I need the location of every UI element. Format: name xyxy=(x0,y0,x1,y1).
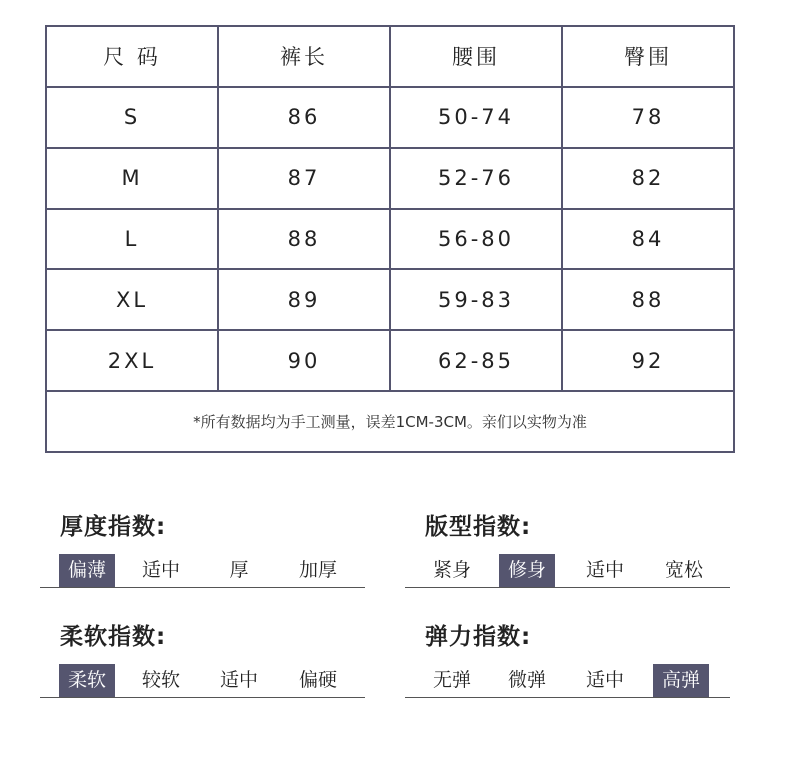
index-options xyxy=(40,664,365,698)
index-option: 适中 xyxy=(585,669,624,691)
table-row xyxy=(46,209,734,270)
table-row xyxy=(46,148,734,209)
index-option-selected: 柔软 xyxy=(59,664,115,697)
index-option: 适中 xyxy=(141,559,180,581)
index-option: 加厚 xyxy=(298,559,337,581)
index-options xyxy=(405,554,730,588)
cell-length: 90 xyxy=(218,330,390,391)
cell-hip: 82 xyxy=(562,148,734,209)
cell-size: 2XL xyxy=(46,330,218,391)
header-length: 裤长 xyxy=(218,26,390,87)
cell-length: 87 xyxy=(218,148,390,209)
index-title: 弹力指数: xyxy=(425,624,532,650)
cell-length: 86 xyxy=(218,87,390,148)
index-option-selected: 高弹 xyxy=(653,664,709,697)
index-title: 厚度指数: xyxy=(60,514,167,540)
cell-hip: 78 xyxy=(562,87,734,148)
softness-index xyxy=(40,622,365,698)
cell-hip: 84 xyxy=(562,209,734,270)
cell-size: M xyxy=(46,148,218,209)
cell-waist: 62-85 xyxy=(390,330,562,391)
cell-length: 89 xyxy=(218,269,390,330)
index-option: 紧身 xyxy=(432,559,471,581)
header-waist: 腰围 xyxy=(390,26,562,87)
index-option-selected: 修身 xyxy=(499,554,555,587)
table-row xyxy=(46,269,734,330)
index-option: 适中 xyxy=(585,559,624,581)
index-option: 无弹 xyxy=(432,669,471,691)
table-note-row xyxy=(46,391,734,452)
index-option: 较软 xyxy=(141,669,180,691)
cell-waist: 56-80 xyxy=(390,209,562,270)
index-option: 适中 xyxy=(219,669,258,691)
elasticity-index xyxy=(405,622,730,698)
thickness-index xyxy=(40,512,365,588)
index-option: 微弹 xyxy=(507,669,546,691)
cell-waist: 50-74 xyxy=(390,87,562,148)
table-row xyxy=(46,330,734,391)
size-chart-table xyxy=(45,25,735,453)
index-title: 版型指数: xyxy=(425,514,532,540)
index-option: 厚 xyxy=(229,559,249,581)
header-hip: 臀围 xyxy=(562,26,734,87)
cell-waist: 52-76 xyxy=(390,148,562,209)
index-option: 宽松 xyxy=(664,559,703,581)
index-title: 柔软指数: xyxy=(60,624,167,650)
cell-size: S xyxy=(46,87,218,148)
cell-size: XL xyxy=(46,269,218,330)
index-options xyxy=(405,664,730,698)
table-row xyxy=(46,87,734,148)
cell-hip: 92 xyxy=(562,330,734,391)
cell-hip: 88 xyxy=(562,269,734,330)
index-option-selected: 偏薄 xyxy=(59,554,115,587)
fit-index xyxy=(405,512,730,588)
cell-waist: 59-83 xyxy=(390,269,562,330)
index-options xyxy=(40,554,365,588)
table-header-row xyxy=(46,26,734,87)
measurement-note: *所有数据均为手工测量，误差1CM-3CM。亲们以实物为准 xyxy=(46,391,734,452)
index-option: 偏硬 xyxy=(298,669,337,691)
cell-length: 88 xyxy=(218,209,390,270)
cell-size: L xyxy=(46,209,218,270)
header-size: 尺 码 xyxy=(46,26,218,87)
